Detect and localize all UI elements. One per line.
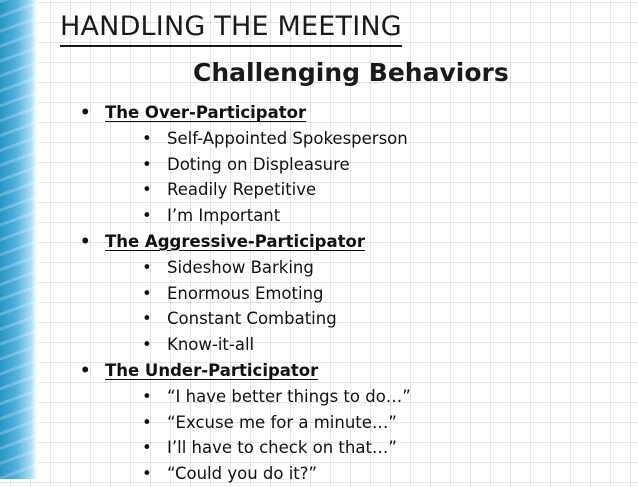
list-item: • Enormous Emoting [80,281,411,307]
group-aggressive-participator [80,229,411,255]
list-item: • “Could you do it?” [80,461,411,487]
list-item: • I’m Important [80,203,411,229]
group-label: The Aggressive-Participator [105,231,365,251]
behavior-list [80,100,411,487]
list-item: • Know-it-all [80,332,411,358]
slide-subtitle: Challenging Behaviors [193,58,509,87]
group-over-participator [80,100,411,126]
list-item: • Readily Repetitive [80,177,411,203]
group-label: The Over-Participator [105,103,307,122]
slide-title: HANDLING THE MEETING [60,10,402,47]
decorative-side-bar [0,0,38,479]
list-item: • Sideshow Barking [80,255,411,281]
group-under-participator [80,358,411,384]
list-item: • Constant Combating [80,306,411,332]
group-label: The Under-Participator [105,360,319,380]
list-item: • Self-Appointed Spokesperson [80,126,411,152]
list-item: • I’ll have to check on that…” [80,435,411,461]
list-item: • “I have better things to do…” [80,384,411,410]
list-item: • Doting on Displeasure [80,152,411,178]
list-item: • “Excuse me for a minute…” [80,410,411,436]
